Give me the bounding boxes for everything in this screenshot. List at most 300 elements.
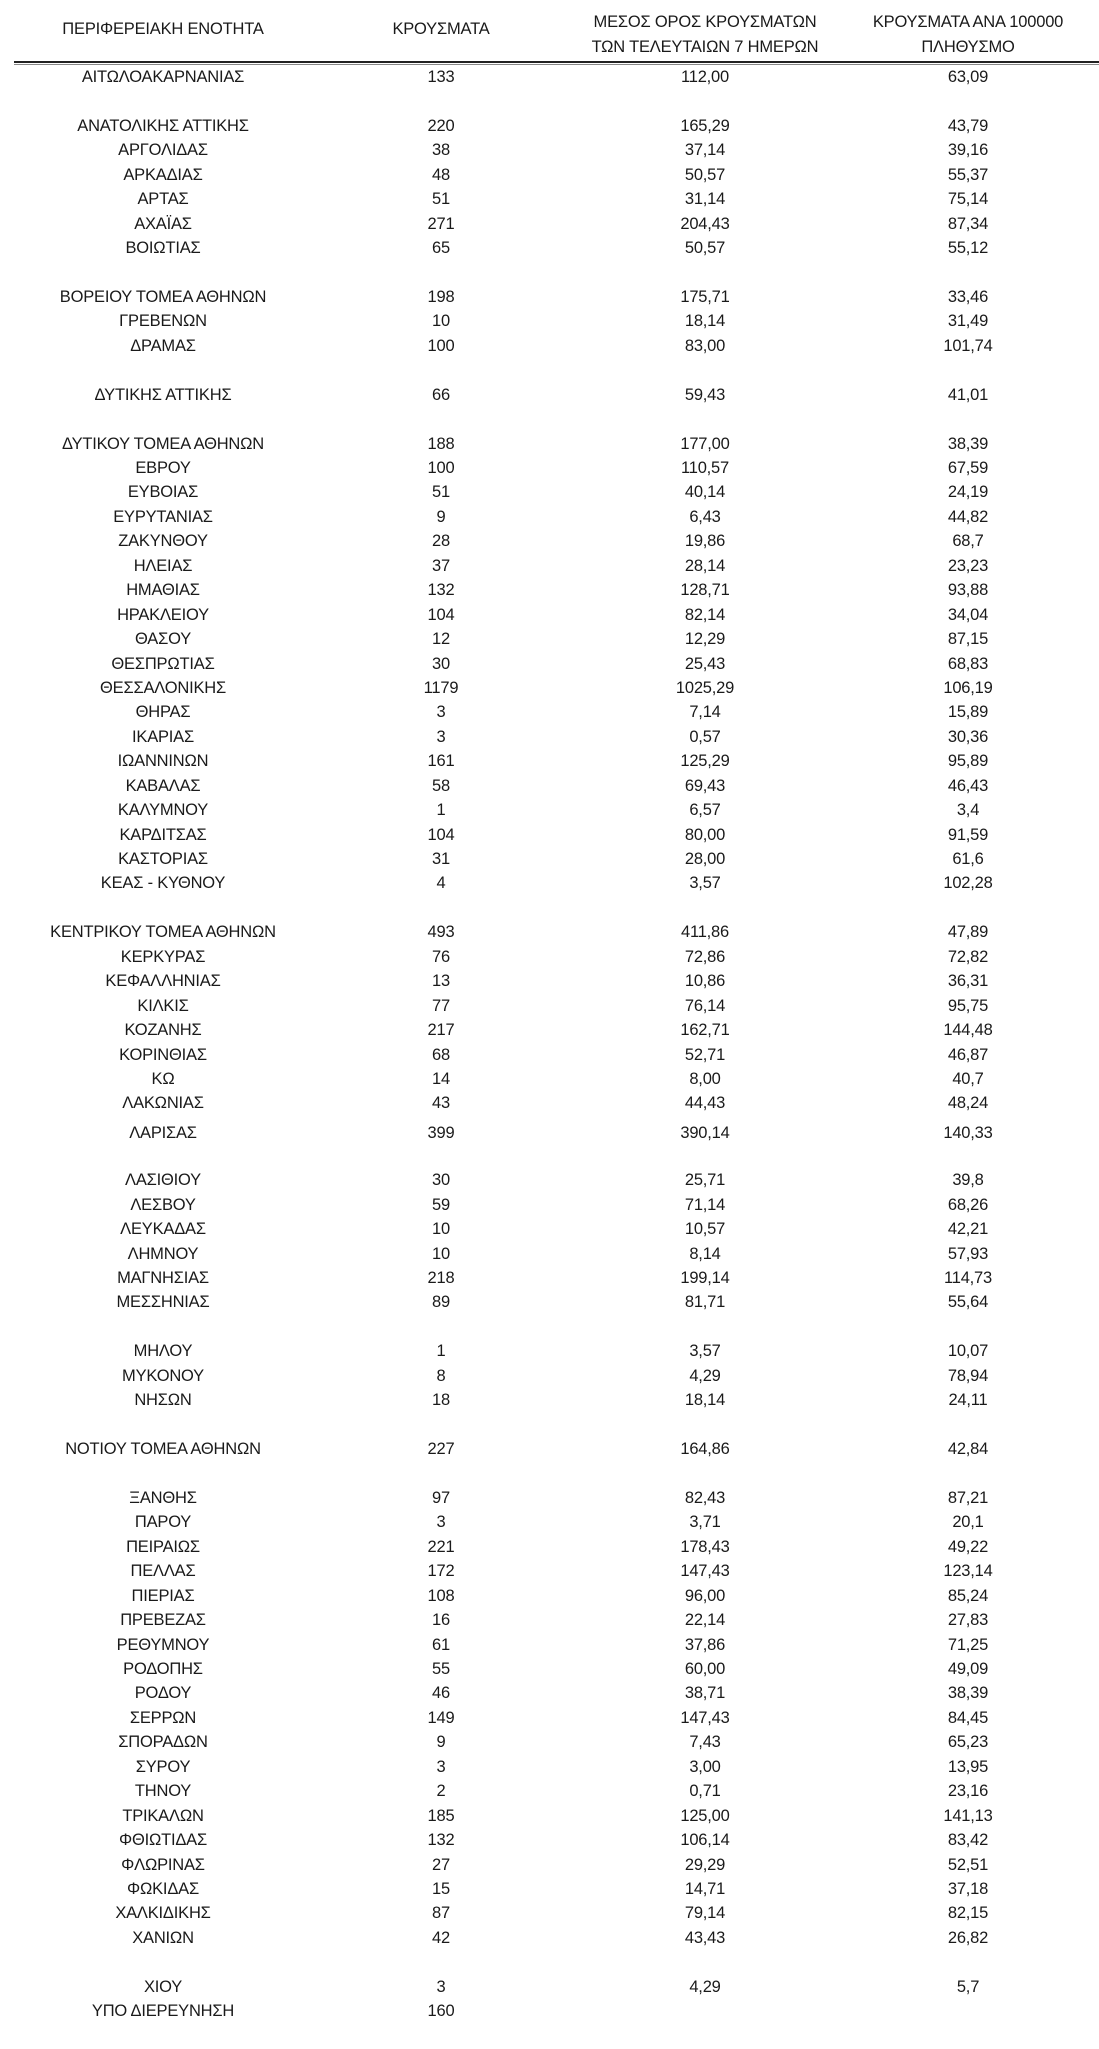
- cell-cases: 16: [432, 1611, 450, 1630]
- cell-per100k: 48,24: [947, 1094, 989, 1113]
- cell-per100k: 46,87: [947, 1045, 989, 1064]
- cell-avg7: 37,86: [684, 1635, 726, 1654]
- table-row: [0, 480, 1099, 504]
- cell-region: ΚΟΖΑΝΗΣ: [124, 1021, 202, 1040]
- cell-region: ΙΚΑΡΙΑΣ: [132, 727, 194, 746]
- cell-cases: 149: [427, 1708, 455, 1727]
- cell-per100k: 39,16: [947, 141, 989, 160]
- cell-avg7: 50,57: [684, 165, 726, 184]
- cell-per100k: 49,22: [947, 1537, 989, 1556]
- cell-avg7: 8,14: [689, 1244, 721, 1263]
- cell-avg7: 72,86: [684, 947, 726, 966]
- cell-per100k: 71,25: [947, 1635, 989, 1654]
- table-row: [0, 1706, 1099, 1730]
- cell-region: ΤΗΝΟΥ: [134, 1782, 192, 1801]
- table-row: [0, 554, 1099, 578]
- cell-cases: 3: [436, 703, 446, 722]
- table-row: [0, 1535, 1099, 1559]
- table-row: [0, 1290, 1099, 1314]
- header-rule: [14, 61, 1099, 63]
- cell-avg7: 60,00: [684, 1660, 726, 1678]
- cell-per100k: 68,83: [947, 654, 989, 673]
- table-row: [0, 1437, 1099, 1461]
- cell-cases: 161: [427, 752, 455, 771]
- cell-avg7: 25,43: [684, 654, 726, 673]
- cell-per100k: 101,74: [943, 336, 993, 355]
- cell-region: ΔΥΤΙΚΗΣ ΑΤΤΙΚΗΣ: [94, 385, 232, 404]
- cell-per100k: 27,83: [947, 1611, 989, 1630]
- cell-avg7: 6,43: [689, 507, 721, 526]
- cell-per100k: 57,93: [947, 1244, 989, 1263]
- cell-cases: 77: [432, 996, 450, 1015]
- table-row: [0, 383, 1099, 407]
- cell-per100k: 91,59: [947, 825, 989, 844]
- cell-region: ΑΙΤΩΛΟΑΚΑΡΝΑΝΙΑΣ: [81, 68, 245, 86]
- cell-cases: 1179: [423, 678, 459, 697]
- cell-avg7: 22,14: [684, 1611, 726, 1630]
- cell-per100k: 61,6: [952, 850, 984, 868]
- table-row: [0, 1755, 1099, 1779]
- table-row: [0, 1657, 1099, 1681]
- cell-avg7: 43,43: [684, 1928, 726, 1947]
- cell-cases: 133: [427, 68, 455, 86]
- header-per100k: [843, 10, 1093, 60]
- cell-cases: 55: [432, 1660, 450, 1678]
- cell-avg7: 40,14: [684, 483, 726, 502]
- cell-per100k: 23,23: [947, 556, 989, 575]
- cell-cases: 3: [436, 1977, 446, 1996]
- cell-per100k: 87,21: [947, 1488, 989, 1507]
- table-row: [0, 1168, 1099, 1192]
- table-row: [0, 774, 1099, 798]
- table-row: [0, 1242, 1099, 1266]
- cell-per100k: 72,82: [947, 947, 989, 966]
- cell-region: ΦΩΚΙΔΑΣ: [127, 1879, 199, 1898]
- cell-cases: 399: [427, 1123, 455, 1142]
- cell-per100k: 5,7: [956, 1977, 980, 1996]
- cell-per100k: 39,8: [952, 1171, 984, 1190]
- cell-region: ΛΗΜΝΟΥ: [127, 1244, 199, 1263]
- cell-cases: 10: [432, 1244, 450, 1263]
- cell-avg7: 3,71: [689, 1513, 721, 1532]
- table-row: [0, 456, 1099, 480]
- cell-avg7: 4,29: [689, 1366, 721, 1385]
- cell-region: ΑΡΚΑΔΙΑΣ: [123, 165, 203, 184]
- cell-cases: 58: [432, 776, 450, 795]
- cell-region: ΛΑΚΩΝΙΑΣ: [122, 1094, 204, 1113]
- table-row: [0, 163, 1099, 187]
- cell-cases: 271: [427, 214, 455, 233]
- cell-region: ΕΥΒΟΙΑΣ: [127, 483, 199, 502]
- header-avg7-line1: ΜΕΣΟΣ ΟΡΟΣ ΚΡΟΥΣΜΑΤΩΝ: [593, 13, 817, 31]
- cell-cases: 217: [427, 1021, 455, 1040]
- table-row: [0, 1779, 1099, 1803]
- table-row: [0, 1975, 1099, 1999]
- cell-cases: 100: [427, 459, 455, 477]
- cell-per100k: 46,43: [947, 776, 989, 795]
- cell-region: ΜΥΚΟΝΟΥ: [122, 1366, 204, 1385]
- cell-per100k: 31,49: [947, 312, 989, 331]
- cell-per100k: 55,37: [947, 165, 989, 184]
- cell-cases: 10: [432, 1220, 450, 1239]
- cell-avg7: 79,14: [684, 1904, 726, 1923]
- cell-avg7: 7,14: [689, 703, 721, 722]
- cell-cases: 4: [436, 874, 446, 893]
- cell-cases: 18: [432, 1391, 450, 1410]
- cell-per100k: 40,7: [952, 1069, 984, 1088]
- table-row: [0, 1901, 1099, 1925]
- cell-per100k: 55,12: [947, 239, 989, 258]
- cell-avg7: 18,14: [684, 1391, 726, 1410]
- cell-avg7: 4,29: [689, 1977, 721, 1996]
- cell-region: ΤΡΙΚΑΛΩΝ: [122, 1806, 204, 1825]
- table-row: [0, 969, 1099, 993]
- table-row: [0, 1043, 1099, 1067]
- cell-per100k: 26,82: [947, 1928, 989, 1947]
- cell-region: ΔΥΤΙΚΟΥ ΤΟΜΕΑ ΑΘΗΝΩΝ: [62, 434, 264, 453]
- cell-cases: 66: [432, 385, 450, 404]
- cell-avg7: 28,00: [684, 850, 726, 868]
- cell-per100k: 106,19: [943, 678, 993, 697]
- cell-per100k: 87,34: [947, 214, 989, 233]
- cell-region: ΚΑΣΤΟΡΙΑΣ: [118, 850, 208, 868]
- cell-avg7: 25,71: [684, 1171, 726, 1190]
- header-per100k-line2: ΠΛΗΘΥΣΜΟ: [921, 38, 1015, 56]
- cell-per100k: 93,88: [947, 581, 989, 600]
- cell-cases: 218: [427, 1269, 455, 1287]
- cell-cases: 46: [432, 1684, 450, 1703]
- cell-avg7: 1025,29: [675, 678, 735, 697]
- table-row: [0, 1091, 1099, 1115]
- cell-avg7: 164,86: [680, 1440, 730, 1459]
- table-row: [0, 700, 1099, 724]
- cell-cases: 1: [436, 801, 446, 820]
- cell-cases: 198: [427, 287, 455, 306]
- cell-avg7: 125,00: [680, 1806, 730, 1825]
- table-header: [0, 0, 1099, 66]
- cell-avg7: 0,57: [689, 727, 721, 746]
- cell-cases: 28: [432, 532, 450, 551]
- cell-region: ΜΑΓΝΗΣΙΑΣ: [117, 1269, 209, 1287]
- cell-region: ΛΕΥΚΑΔΑΣ: [120, 1220, 206, 1239]
- cell-avg7: 82,43: [684, 1488, 726, 1507]
- cell-region: ΛΕΣΒΟΥ: [130, 1195, 196, 1214]
- cell-cases: 65: [432, 239, 450, 258]
- table-row: [0, 603, 1099, 627]
- cell-region: ΠΑΡΟΥ: [134, 1513, 192, 1532]
- cell-avg7: 7,43: [689, 1733, 721, 1752]
- cell-avg7: 37,14: [684, 141, 726, 160]
- cell-avg7: 52,71: [684, 1045, 726, 1064]
- table-row: [0, 187, 1099, 211]
- cell-per100k: 49,09: [947, 1660, 989, 1678]
- table-row: [0, 1018, 1099, 1042]
- cell-avg7: 177,00: [680, 434, 730, 453]
- cell-region: ΚΑΡΔΙΤΣΑΣ: [119, 825, 207, 844]
- cell-avg7: 0,71: [689, 1782, 721, 1801]
- cell-per100k: 63,09: [947, 68, 989, 86]
- cell-cases: 104: [427, 605, 455, 624]
- blank-row: [0, 1315, 1099, 1339]
- table-row: [0, 1339, 1099, 1363]
- table-row: [0, 1486, 1099, 1510]
- cell-cases: 30: [432, 1171, 450, 1190]
- cell-per100k: 36,31: [947, 972, 989, 991]
- cell-per100k: 24,19: [947, 483, 989, 502]
- cell-region: ΡΟΔΟΥ: [134, 1684, 192, 1703]
- cell-cases: 27: [432, 1855, 450, 1874]
- cell-region: ΦΛΩΡΙΝΑΣ: [121, 1855, 205, 1874]
- table-row: [0, 676, 1099, 700]
- cell-region: ΚΕΡΚΥΡΑΣ: [120, 947, 206, 966]
- cell-avg7: 59,43: [684, 385, 726, 404]
- cell-per100k: 38,39: [947, 434, 989, 453]
- cell-per100k: 114,73: [943, 1269, 993, 1287]
- table-row: [0, 285, 1099, 309]
- cell-cases: 100: [427, 336, 455, 355]
- cell-region: ΝΟΤΙΟΥ ΤΟΜΕΑ ΑΘΗΝΩΝ: [65, 1440, 261, 1459]
- cell-region: ΥΠΟ ΔΙΕΡΕΥΝΗΣΗ: [91, 2002, 235, 2021]
- cell-avg7: 96,00: [684, 1586, 726, 1605]
- cell-cases: 68: [432, 1045, 450, 1064]
- cell-per100k: 140,33: [943, 1123, 993, 1142]
- table-row: [0, 1877, 1099, 1901]
- table-row: [0, 945, 1099, 969]
- cell-avg7: 204,43: [680, 214, 730, 233]
- cell-avg7: 12,29: [684, 630, 726, 649]
- cell-avg7: 147,43: [680, 1562, 730, 1581]
- table-row: [0, 1510, 1099, 1534]
- cell-region: ΑΡΓΟΛΙΔΑΣ: [118, 141, 208, 160]
- cell-region: ΗΡΑΚΛΕΙΟΥ: [117, 605, 209, 624]
- table-row: [0, 871, 1099, 895]
- cell-region: ΧΙΟΥ: [143, 1977, 183, 1996]
- cell-region: ΑΧΑΪΑΣ: [134, 214, 192, 233]
- cell-cases: 61: [432, 1635, 450, 1654]
- header-cases-line2: ΚΡΟΥΣΜΑΤΑ: [392, 20, 490, 38]
- cell-per100k: 24,11: [948, 1391, 988, 1410]
- table-row: [0, 1730, 1099, 1754]
- cell-cases: 220: [427, 116, 455, 135]
- cell-cases: 51: [432, 483, 450, 502]
- cell-avg7: 199,14: [680, 1269, 730, 1287]
- cell-avg7: 125,29: [680, 752, 730, 771]
- cell-cases: 10: [432, 312, 450, 331]
- cell-cases: 42: [432, 1928, 450, 1947]
- cell-cases: 132: [427, 1831, 455, 1850]
- cell-cases: 15: [432, 1879, 450, 1898]
- header-avg7-line2: ΤΩΝ ΤΕΛΕΥΤΑΙΩΝ 7 ΗΜΕΡΩΝ: [591, 38, 819, 56]
- cell-region: ΡΕΘΥΜΝΟΥ: [116, 1635, 210, 1654]
- table-row: [0, 1217, 1099, 1241]
- cell-region: ΜΗΛΟΥ: [133, 1342, 193, 1361]
- cell-per100k: 52,51: [947, 1855, 989, 1874]
- cell-per100k: 10,07: [947, 1342, 989, 1361]
- cell-per100k: 83,42: [947, 1831, 989, 1850]
- cell-avg7: 106,14: [680, 1831, 730, 1850]
- cell-avg7: 76,14: [684, 996, 726, 1015]
- cell-region: ΕΥΡΥΤΑΝΙΑΣ: [113, 507, 213, 526]
- cell-region: ΘΕΣΠΡΩΤΙΑΣ: [111, 654, 215, 673]
- table-row: [0, 1067, 1099, 1091]
- cell-per100k: 82,15: [947, 1904, 989, 1923]
- cell-region: ΑΡΤΑΣ: [137, 190, 189, 209]
- cell-cases: 108: [427, 1586, 455, 1605]
- cell-region: ΘΕΣΣΑΛΟΝΙΚΗΣ: [100, 678, 226, 697]
- cell-region: ΔΡΑΜΑΣ: [130, 336, 196, 355]
- cell-avg7: 8,00: [689, 1069, 721, 1088]
- cell-region: ΒΟΡΕΙΟΥ ΤΟΜΕΑ ΑΘΗΝΩΝ: [59, 287, 267, 306]
- cell-per100k: 78,94: [947, 1366, 989, 1385]
- cell-avg7: 3,57: [689, 1342, 721, 1361]
- cell-per100k: 13,95: [947, 1757, 989, 1776]
- cell-per100k: 42,21: [947, 1220, 989, 1239]
- table-row: [0, 1584, 1099, 1608]
- cell-per100k: 68,7: [952, 532, 984, 551]
- cell-per100k: 42,84: [947, 1440, 989, 1459]
- table-row: [0, 920, 1099, 944]
- table-row: [0, 725, 1099, 749]
- cell-per100k: 33,46: [947, 287, 989, 306]
- cell-region: ΚΟΡΙΝΘΙΑΣ: [119, 1045, 207, 1064]
- cell-region: ΖΑΚΥΝΘΟΥ: [118, 532, 208, 551]
- blank-row: [0, 407, 1099, 431]
- blank-row: [0, 1144, 1099, 1168]
- cell-per100k: 84,45: [947, 1708, 989, 1727]
- cell-avg7: 29,29: [684, 1855, 726, 1874]
- table-row: [0, 1116, 1099, 1144]
- cell-cases: 221: [427, 1537, 455, 1556]
- cell-cases: 227: [427, 1440, 455, 1459]
- cell-region: ΘΗΡΑΣ: [135, 703, 191, 722]
- table-row: [0, 65, 1099, 89]
- cell-avg7: 83,00: [684, 336, 726, 355]
- cell-region: ΙΩΑΝΝΙΝΩΝ: [117, 752, 209, 771]
- cell-per100k: 38,39: [947, 1684, 989, 1703]
- cell-region: ΝΗΣΩΝ: [134, 1391, 192, 1410]
- cell-cases: 3: [436, 1513, 446, 1532]
- cell-cases: 104: [427, 825, 455, 844]
- cell-avg7: 390,14: [680, 1123, 730, 1142]
- cell-cases: 43: [432, 1094, 450, 1113]
- table-row: [0, 432, 1099, 456]
- cell-region: ΠΕΛΛΑΣ: [130, 1562, 196, 1581]
- cell-cases: 9: [436, 507, 446, 526]
- cell-per100k: 65,23: [947, 1733, 989, 1752]
- cell-cases: 12: [432, 630, 450, 649]
- table-row: [0, 1388, 1099, 1412]
- cell-avg7: 178,43: [680, 1537, 730, 1556]
- header-avg7: [555, 10, 855, 60]
- cell-avg7: 28,14: [684, 556, 726, 575]
- cell-cases: 51: [432, 190, 450, 209]
- cell-per100k: 44,82: [947, 507, 989, 526]
- cell-cases: 2: [436, 1782, 446, 1801]
- cell-cases: 9: [436, 1733, 446, 1752]
- cell-cases: 89: [432, 1293, 450, 1312]
- cell-cases: 3: [436, 727, 446, 746]
- cell-region: ΚΩ: [151, 1069, 175, 1088]
- cell-region: ΣΥΡΟΥ: [135, 1757, 191, 1776]
- cell-cases: 185: [427, 1806, 455, 1825]
- table-row: [0, 114, 1099, 138]
- cell-region: ΑΝΑΤΟΛΙΚΗΣ ΑΤΤΙΚΗΣ: [77, 116, 249, 135]
- cell-avg7: 71,14: [684, 1195, 726, 1214]
- cell-cases: 48: [432, 165, 450, 184]
- cell-avg7: 80,00: [684, 825, 726, 844]
- cell-region: ΣΕΡΡΩΝ: [129, 1708, 197, 1727]
- cell-region: ΛΑΣΙΘΙΟΥ: [125, 1171, 201, 1190]
- cell-region: ΚΕΝΤΡΙΚΟΥ ΤΟΜΕΑ ΑΘΗΝΩΝ: [50, 923, 276, 942]
- cell-cases: 3: [436, 1757, 446, 1776]
- cell-avg7: 411,86: [680, 923, 730, 942]
- blank-row: [0, 896, 1099, 920]
- cell-avg7: 10,86: [684, 972, 726, 991]
- table-body: [0, 65, 1099, 2024]
- cell-cases: 188: [427, 434, 455, 453]
- cell-region: ΚΑΛΥΜΝΟΥ: [117, 801, 209, 820]
- cell-avg7: 14,71: [684, 1879, 726, 1898]
- header-region-line2: ΠΕΡΙΦΕΡΕΙΑΚΗ ΕΝΟΤΗΤΑ: [62, 20, 264, 38]
- cell-cases: 1: [436, 1342, 446, 1361]
- cell-region: ΚΑΒΑΛΑΣ: [125, 776, 201, 795]
- cell-per100k: 68,26: [947, 1195, 989, 1214]
- cell-region: ΗΛΕΙΑΣ: [133, 556, 193, 575]
- cell-region: ΣΠΟΡΑΔΩΝ: [118, 1733, 208, 1752]
- table-row: [0, 652, 1099, 676]
- header-region: [13, 16, 313, 42]
- cell-avg7: 112,00: [680, 68, 730, 86]
- cell-cases: 493: [427, 923, 455, 942]
- cell-avg7: 50,57: [684, 239, 726, 258]
- cell-cases: 76: [432, 947, 450, 966]
- blank-row: [0, 1462, 1099, 1486]
- cell-region: ΚΕΦΑΛΛΗΝΙΑΣ: [105, 972, 221, 991]
- table-row: [0, 1681, 1099, 1705]
- cell-avg7: 165,29: [680, 116, 730, 135]
- table-row: [0, 1633, 1099, 1657]
- cell-per100k: 55,64: [947, 1293, 989, 1312]
- cell-region: ΗΜΑΘΙΑΣ: [126, 581, 200, 600]
- table-row: [0, 1853, 1099, 1877]
- blank-row: [0, 261, 1099, 285]
- cell-per100k: 34,04: [947, 605, 989, 624]
- cell-cases: 97: [432, 1488, 450, 1507]
- cell-avg7: 31,14: [684, 190, 726, 209]
- cell-cases: 38: [432, 141, 450, 160]
- cell-avg7: 147,43: [680, 1708, 730, 1727]
- table-row: [0, 212, 1099, 236]
- cell-per100k: 3,4: [956, 801, 980, 820]
- cell-per100k: 75,14: [947, 190, 989, 209]
- blank-row: [0, 89, 1099, 113]
- cell-cases: 37: [432, 556, 450, 575]
- cell-avg7: 82,14: [684, 605, 726, 624]
- table-row: [0, 1193, 1099, 1217]
- cell-region: ΓΡΕΒΕΝΩΝ: [119, 312, 207, 331]
- table-row: [0, 578, 1099, 602]
- cell-per100k: 20,1: [952, 1513, 984, 1532]
- cell-per100k: 30,36: [947, 727, 989, 746]
- table-row: [0, 1804, 1099, 1828]
- table-row: [0, 1926, 1099, 1950]
- cell-avg7: 3,00: [689, 1757, 721, 1776]
- cell-region: ΚΕΑΣ - ΚΥΘΝΟΥ: [100, 874, 226, 893]
- cell-avg7: 110,57: [680, 459, 730, 477]
- cell-avg7: 81,71: [684, 1293, 726, 1312]
- cell-per100k: 102,28: [943, 874, 993, 893]
- cell-region: ΚΙΛΚΙΣ: [137, 996, 189, 1015]
